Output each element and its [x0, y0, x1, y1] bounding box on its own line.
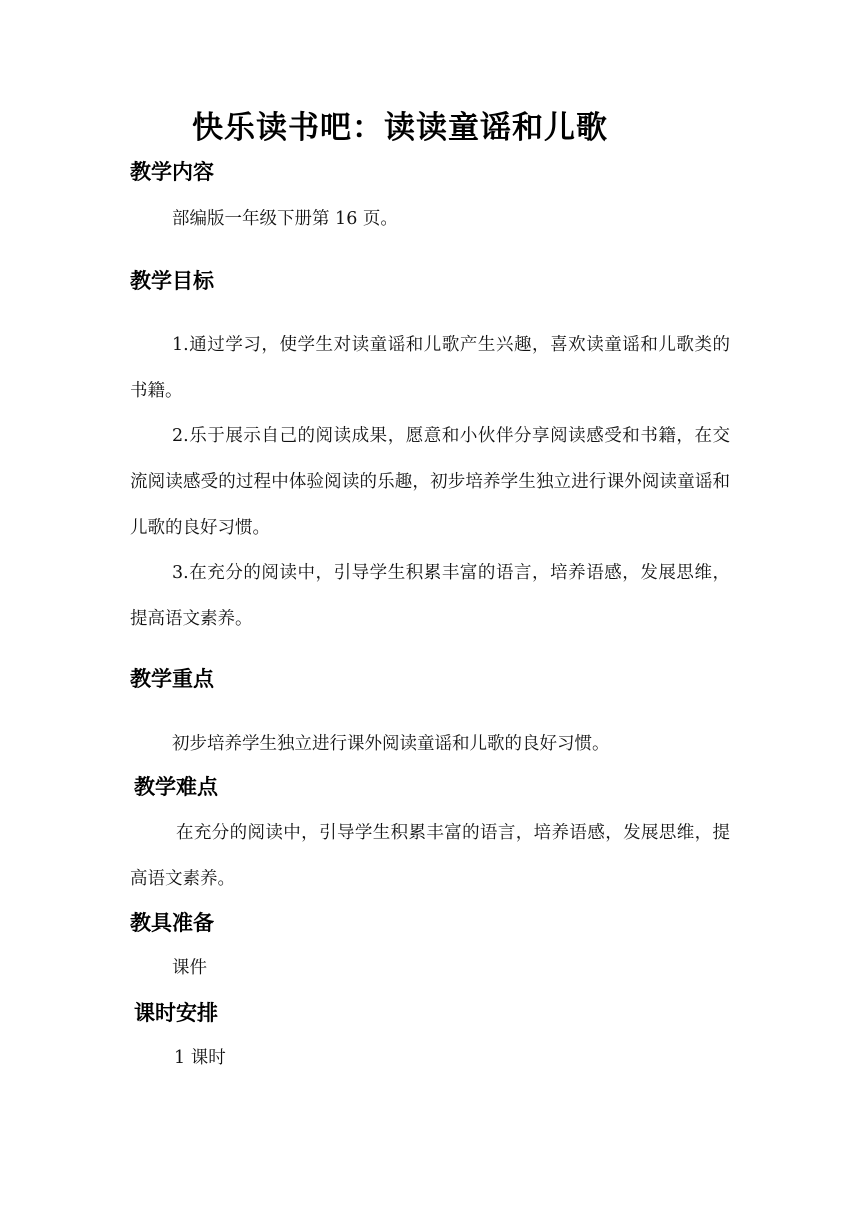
materials-text: 课件	[172, 958, 207, 978]
goal-item-1: 1.通过学习，使学生对读童谣和儿歌产生兴趣，喜欢读童谣和儿歌类的书籍。	[130, 335, 730, 401]
document-title: 快乐读书吧：读读童谣和儿歌	[192, 110, 608, 146]
heading-difficulties: 教学难点	[134, 775, 218, 799]
goal-item-2: 2.乐于展示自己的阅读成果，愿意和小伙伴分享阅读感受和书籍，在交流阅读感受的过程中体验阅读的乐趣，初步培养学生独立进行课外阅读童谣和儿歌的良好习惯。	[130, 426, 730, 538]
key-points-text: 初步培养学生独立进行课外阅读童谣和儿歌的良好习惯。	[172, 734, 610, 754]
heading-key-points: 教学重点	[130, 667, 214, 691]
heading-teaching-goals: 教学目标	[130, 269, 214, 293]
difficulties-text: 在充分的阅读中，引导学生积累丰富的语言，培养语感，发展思维，提高语文素养。	[130, 823, 730, 889]
heading-teaching-content: 教学内容	[130, 160, 214, 184]
goal-item-3: 3.在充分的阅读中，引导学生积累丰富的语言，培养语感，发展思维，提高语文素养。	[130, 563, 730, 629]
heading-materials: 教具准备	[130, 911, 214, 935]
heading-schedule: 课时安排	[134, 1001, 218, 1025]
schedule-text: 1 课时	[174, 1048, 226, 1068]
teaching-content-text: 部编版一年级下册第 16 页。	[172, 209, 398, 229]
